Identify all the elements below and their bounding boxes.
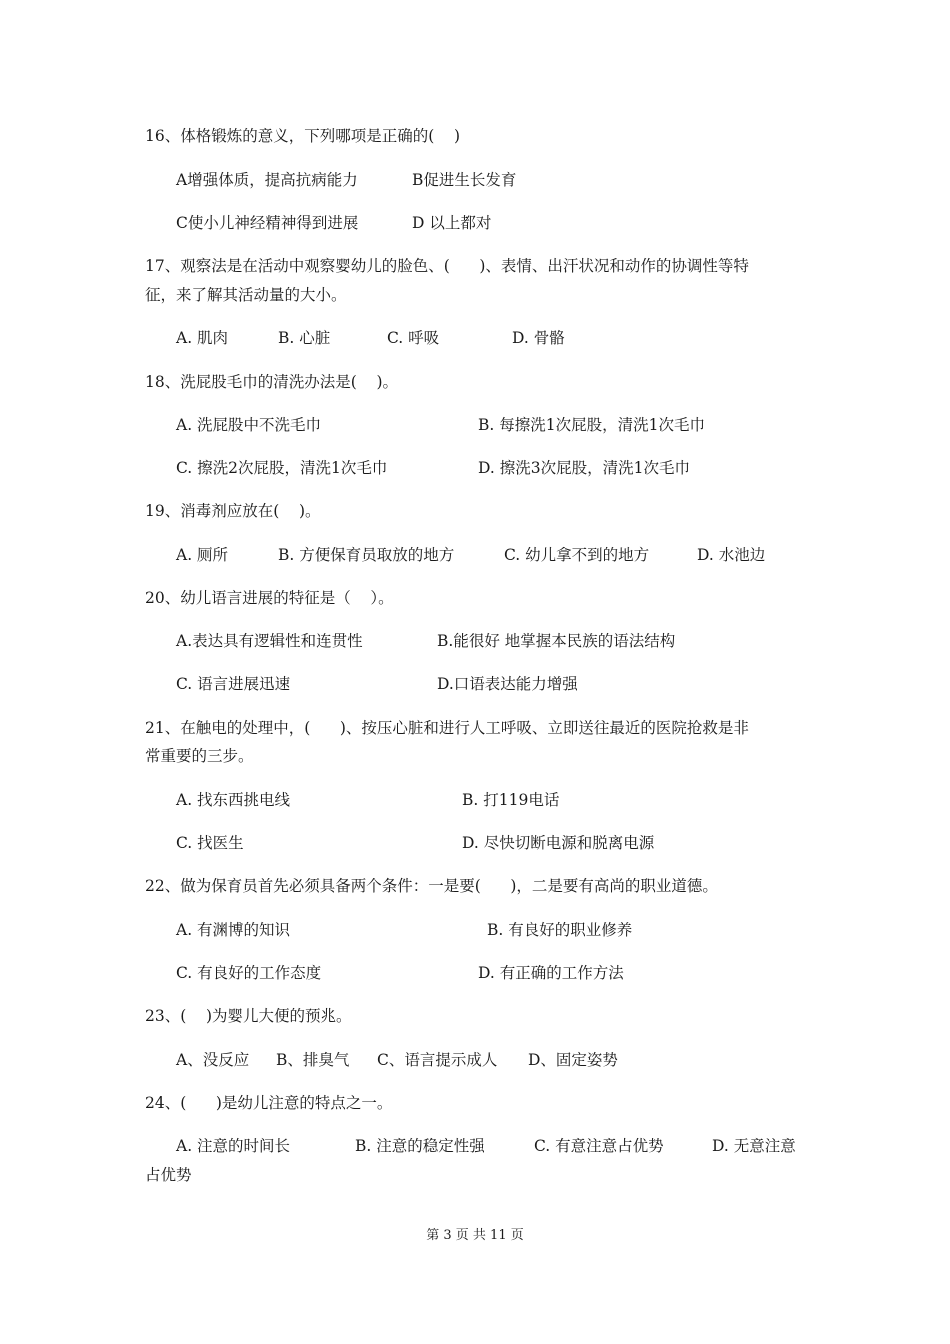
question-18-option-a: A. 洗屁股中不洗毛巾 [176, 416, 322, 434]
question-18-option-d: D. 擦洗3次屁股，清洗1次毛巾 [478, 459, 690, 477]
question-21-stem-line1: 21、在触电的处理中，( )、按压心脏和进行人工呼吸、立即送往最近的医院抢救是非 [145, 719, 749, 737]
question-24-option-a: A. 注意的时间长 [176, 1137, 291, 1155]
question-24-stem: 24、( )是幼儿注意的特点之一。 [145, 1094, 393, 1112]
question-19-stem: 19、消毒剂应放在( )。 [145, 502, 321, 520]
question-17-option-b: B. 心脏 [278, 329, 331, 347]
question-23-option-c: C、语言提示成人 [377, 1051, 498, 1069]
question-24-option-d-continuation: 占优势 [145, 1166, 192, 1184]
question-23-option-a: A、没反应 [176, 1051, 250, 1069]
question-22-option-d: D. 有正确的工作方法 [478, 964, 624, 982]
question-21-stem-line2: 常重要的三步。 [145, 747, 254, 765]
question-17-option-a: A. 肌肉 [176, 329, 229, 347]
question-20-option-c: C. 语言进展迅速 [176, 675, 291, 693]
question-24-option-c: C. 有意注意占优势 [534, 1137, 664, 1155]
question-19-option-c: C. 幼儿拿不到的地方 [504, 546, 650, 564]
question-20-option-a: A.表达具有逻辑性和连贯性 [176, 632, 363, 650]
question-16-option-d: D 以上都对 [412, 214, 492, 232]
question-24-option-b: B. 注意的稳定性强 [355, 1137, 485, 1155]
question-19-option-b: B. 方便保育员取放的地方 [278, 546, 455, 564]
page-number-footer: 第 3 页 共 11 页 [426, 1228, 524, 1243]
question-16-stem: 16、体格锻炼的意义，下列哪项是正确的( ) [145, 127, 461, 145]
question-24-option-d: D. 无意注意 [712, 1137, 796, 1155]
question-21-option-b: B. 打119电话 [462, 791, 560, 809]
question-20-option-d: D.口语表达能力增强 [437, 675, 578, 693]
question-21-option-d: D. 尽快切断电源和脱离电源 [462, 834, 655, 852]
question-23-option-b: B、排臭气 [276, 1051, 350, 1069]
question-19-option-a: A. 厕所 [176, 546, 229, 564]
question-21-option-a: A. 找东西挑电线 [176, 791, 291, 809]
question-16-option-b: B促进生长发育 [412, 171, 517, 189]
question-20-option-b: B.能很好 地掌握本民族的语法结构 [437, 632, 676, 650]
question-22-option-b: B. 有良好的职业修养 [487, 921, 633, 939]
question-21-option-c: C. 找医生 [176, 834, 244, 852]
question-19-option-d: D. 水池边 [697, 546, 766, 564]
question-20-stem: 20、幼儿语言进展的特征是（ ）。 [145, 589, 394, 607]
question-22-option-a: A. 有渊博的知识 [176, 921, 291, 939]
question-16-option-a: A增强体质，提高抗病能力 [176, 171, 358, 189]
question-18-option-c: C. 擦洗2次屁股，清洗1次毛巾 [176, 459, 388, 477]
question-18-stem: 18、洗屁股毛巾的清洗办法是( )。 [145, 373, 399, 391]
question-17-stem-line2: 征，来了解其活动量的大小。 [145, 286, 347, 304]
question-23-option-d: D、固定姿势 [528, 1051, 618, 1069]
question-18-option-b: B. 每擦洗1次屁股，清洗1次毛巾 [478, 416, 705, 434]
question-23-stem: 23、( )为婴儿大便的预兆。 [145, 1007, 352, 1025]
question-16-option-c: C使小儿神经精神得到进展 [176, 214, 359, 232]
question-17-option-d: D. 骨骼 [512, 329, 565, 347]
question-22-stem: 22、做为保育员首先必须具备两个条件：一是要( )，二是要有高尚的职业道德。 [145, 877, 718, 895]
question-17-option-c: C. 呼吸 [387, 329, 440, 347]
question-22-option-c: C. 有良好的工作态度 [176, 964, 322, 982]
question-17-stem-line1: 17、观察法是在活动中观察婴幼儿的脸色、( )、表情、出汗状况和动作的协调性等特 [145, 257, 749, 275]
